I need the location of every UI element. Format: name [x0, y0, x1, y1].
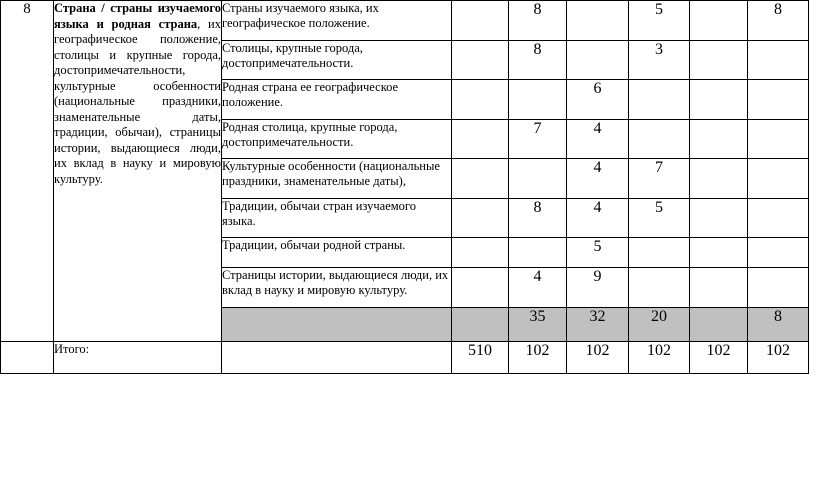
section-total-value: 35 — [509, 308, 567, 342]
hours-value: 7 — [629, 159, 690, 199]
itogo-row — [1, 342, 809, 374]
hours-value — [690, 268, 748, 308]
hours-value — [748, 120, 809, 159]
section-total-value: 32 — [567, 308, 629, 342]
itogo-value: 102 — [629, 342, 690, 374]
hours-value: 8 — [509, 1, 567, 41]
section-total-value: 20 — [629, 308, 690, 342]
topic-description: , их географическое положение, столицы и крупные города, достопримечательности, культурные особенности (национальные праздники, знаменательные даты, традиции, обычаи), страницы истории, выдающиеся люди, их вклад в науку и мировую культуру. — [54, 16, 221, 186]
itogo-value: 102 — [509, 342, 567, 374]
hours-value: 5 — [629, 1, 690, 41]
subtopic-label: Столицы, крупные города, достопримечательности. — [222, 41, 452, 80]
subtopic-label: Родная страна ее географическое положение. — [222, 80, 452, 120]
hours-value — [690, 120, 748, 159]
hours-value — [748, 80, 809, 120]
subtopic-label: Культурные особенности (национальные праздники, знаменательные даты), — [222, 159, 452, 199]
subtopic-label: Страницы истории, выдающиеся люди, их вклад в науку и мировую культуру. — [222, 268, 452, 308]
section-total-value: 8 — [748, 308, 809, 342]
hours-value — [567, 41, 629, 80]
hours-value: 4 — [509, 268, 567, 308]
hours-value: 5 — [567, 238, 629, 268]
hours-value — [509, 238, 567, 268]
hours-value — [748, 41, 809, 80]
grand-total-value: 510 — [452, 342, 509, 374]
hours-value: 4 — [567, 159, 629, 199]
hours-value: 5 — [629, 199, 690, 238]
itogo-value: 102 — [748, 342, 809, 374]
subtopic-label: Родная столица, крупные города, достопримечательности. — [222, 120, 452, 159]
hours-value — [748, 238, 809, 268]
table-row — [1, 1, 809, 41]
hours-value: 4 — [567, 199, 629, 238]
hours-value — [629, 120, 690, 159]
hours-value: 7 — [509, 120, 567, 159]
hours-value: 8 — [748, 1, 809, 41]
hours-value — [690, 1, 748, 41]
hours-value — [690, 238, 748, 268]
hours-value — [509, 80, 567, 120]
itogo-value: 102 — [567, 342, 629, 374]
section-number: 8 — [1, 1, 54, 342]
section-total-value — [690, 308, 748, 342]
hours-value — [690, 159, 748, 199]
itogo-value: 102 — [690, 342, 748, 374]
hours-value — [629, 80, 690, 120]
hours-value: 8 — [509, 199, 567, 238]
topic-title: Страна / страны изучаемого языка и родная страна — [54, 1, 221, 31]
hours-value: 9 — [567, 268, 629, 308]
hours-value — [629, 268, 690, 308]
hours-value — [567, 1, 629, 41]
hours-value — [748, 159, 809, 199]
hours-value — [748, 268, 809, 308]
hours-value — [509, 159, 567, 199]
hours-value — [690, 199, 748, 238]
itogo-label: Итого: — [54, 342, 222, 374]
hours-value: 8 — [509, 41, 567, 80]
hours-value: 6 — [567, 80, 629, 120]
section-topic — [54, 1, 222, 342]
subtopic-label: Страны изучаемого языка, их географическое положение. — [222, 1, 452, 41]
hours-value — [629, 238, 690, 268]
hours-value: 3 — [629, 41, 690, 80]
subtopic-label: Традиции, обычаи стран изучаемого языка. — [222, 199, 452, 238]
hours-value — [748, 199, 809, 238]
hours-value — [690, 80, 748, 120]
subtopic-label: Традиции, обычаи родной страны. — [222, 238, 452, 268]
hours-value: 4 — [567, 120, 629, 159]
hours-value — [690, 41, 748, 80]
